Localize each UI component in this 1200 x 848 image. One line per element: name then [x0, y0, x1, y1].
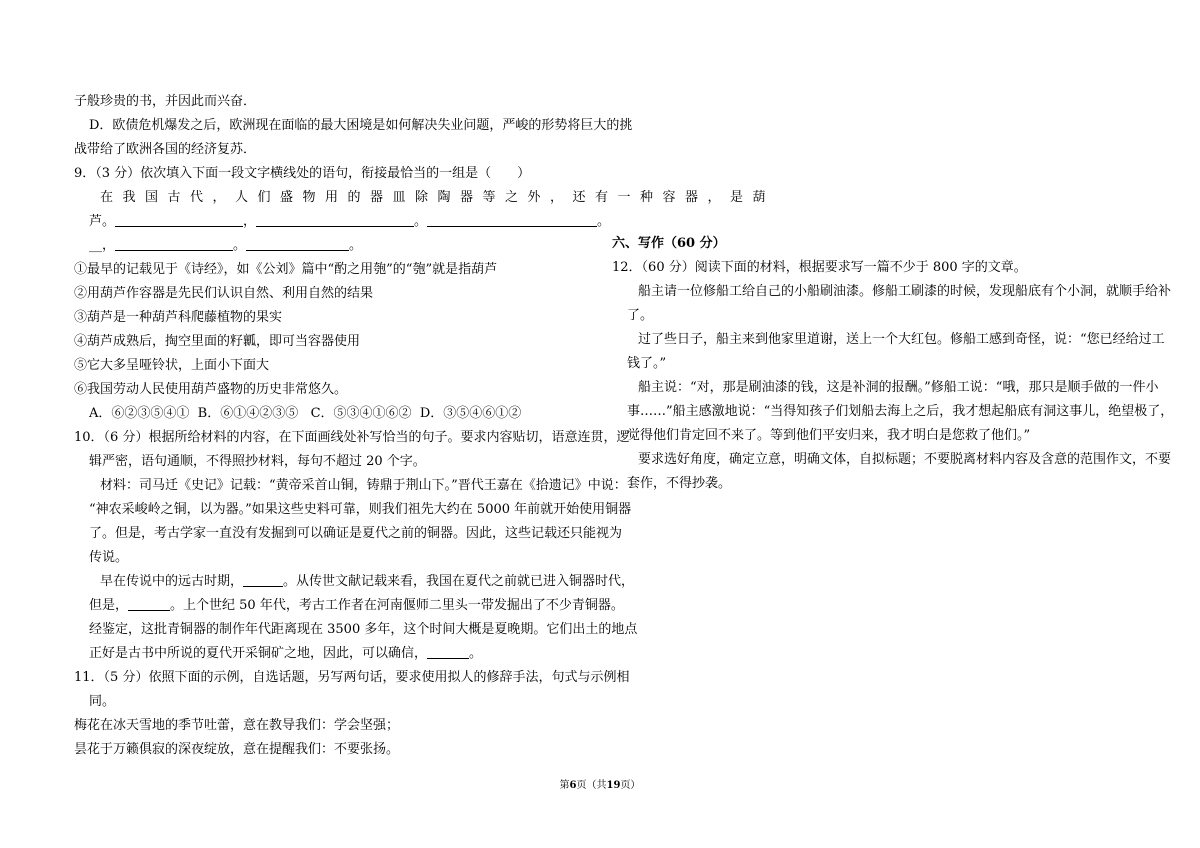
answer-blank[interactable]	[427, 644, 469, 659]
question-10-title-line1: 10．（6 分）根据所给材料的内容，在下面画线处补写恰当的句子。要求内容贴切，语意连贯，逻	[74, 430, 630, 445]
question-9-passage-line1	[74, 186, 776, 210]
example-line1: 梅花在冰天雪地的季节吐蕾，意在教导我们：学会坚强；	[74, 718, 400, 733]
text-line: 子般珍贵的书，并因此而兴奋．	[74, 94, 257, 109]
material-line: 船主说：“对，那是刷油漆的钱，这是补洞的报酬。”修船工说：“哦，那只是顺手做的一件小	[638, 380, 1159, 395]
answer-blank[interactable]	[256, 212, 414, 227]
answer-blank[interactable]	[115, 236, 233, 251]
passage-text: 在我国古代，人们盛物用的器皿除陶器等之外，还有一种容器，是葫	[100, 190, 776, 205]
option-d-line1: D．欧债危机爆发之后，欧洲现在面临的最大困境是如何解决失业问题，严峻的形势将巨大的挑	[89, 118, 633, 133]
comma: ，	[243, 214, 257, 229]
material-line: 觉得他们肯定回不来了。等到他们平安归来，我才明白是您救了他们。”	[627, 428, 1031, 443]
material-line: 事……”船主感激地说：“当得知孩子们划船去海上之后，我才想起船底有洞这事儿，绝望极了，	[627, 404, 1174, 419]
page-number: 6	[569, 780, 577, 791]
material-line: 船主请一位修船工给自己的小船刷油漆。修船工刷漆的时候，发现船底有个小洞，就顺手给补	[638, 284, 1172, 299]
answer-blank[interactable]	[128, 596, 170, 611]
answer-blank[interactable]	[115, 212, 243, 227]
period: 。	[233, 238, 247, 253]
material-line: 钱了。”	[627, 356, 667, 371]
right-column	[612, 232, 1174, 496]
option-d-line2: 战带给了欧洲各国的经济复苏．	[74, 142, 257, 157]
statement-3: ③葫芦是一种葫芦科爬藤植物的果实	[74, 310, 283, 325]
question-9-choices[interactable]: A．⑥②③⑤④① B．⑥①④②③⑤ C．⑤③④①⑥② D．③⑤④⑥①②	[89, 406, 522, 421]
question-12-title: 12．（60 分）阅读下面的材料，根据要求写一篇不少于 800 字的文章。	[612, 260, 1027, 275]
passage-text: 芦。	[89, 214, 116, 229]
passage-line2	[74, 594, 624, 618]
period: 。	[597, 214, 611, 229]
section-title: 六、写作（60 分）	[612, 236, 726, 251]
question-9-passage-line3	[74, 234, 596, 258]
statement-2: ②用葫芦作容器是先民们认识自然、利用自然的结果	[74, 286, 374, 301]
material-line3: 了。但是，考古学家一直没有发掘到可以确证是夏代之前的铜器。因此，这些记载还只能视为	[89, 526, 623, 541]
statement-6: ⑥我国劳动人民使用葫芦盛物的历史非常悠久。	[74, 382, 348, 397]
material-line1: 材料：司马迁《史记》记载：“黄帝采首山铜，铸鼎于荆山下。”晋代王嘉在《拾遗记》中说：	[100, 478, 627, 493]
period: 。	[414, 214, 428, 229]
example-line2: 昙花于万籁俱寂的深夜绽放，意在提醒我们：不要张扬。	[74, 742, 400, 757]
material-line: 过了些日子，船主来到他家里道谢，送上一个大红包。修船工感到奇怪，说：“您已经给过工	[638, 332, 1165, 347]
material-line4: 传说。	[89, 550, 129, 565]
material-line2: “神农采峻岭之铜，以为器。”如果这些史料可靠，则我们祖先大约在 5000 年前就开始使用铜器	[89, 502, 632, 517]
statement-5: ⑤它大多呈哑铃状，上面小下面大	[74, 358, 270, 373]
passage-line1	[74, 570, 635, 594]
footer-text: 页）	[620, 780, 641, 791]
passage-text: 。上个世纪 50 年代，考古工作者在河南偃师二里头一带发掘出了不少青铜器。	[170, 598, 624, 613]
material-line: 了。	[627, 308, 654, 323]
question-11-title-line2: 同。	[89, 694, 116, 709]
page-footer	[0, 776, 1200, 791]
question-11-title-line1: 11．（5 分）依照下面的示例，自选话题，另写两句话，要求使用拟人的修辞手法，句式与示例相	[74, 670, 630, 685]
requirement-line: 套作，不得抄袭。	[627, 476, 732, 491]
passage-line4	[74, 642, 596, 666]
footer-text: 第	[559, 780, 570, 791]
question-9-passage-line2	[74, 210, 611, 234]
question-10-title-line2: 辑严密，语句通顺，不得照抄材料，每句不超过 20 个字。	[89, 454, 426, 469]
period: 。	[349, 238, 363, 253]
passage-text: 正好是古书中所说的夏代开采铜矿之地，因此，可以确信，	[89, 646, 428, 661]
passage-line3: 经鉴定，这批青铜器的制作年代距离现在 3500 多年，这个时间大概是夏晚期。它们出土的地点	[89, 622, 638, 637]
statement-4: ④葫芦成熟后，掏空里面的籽瓤，即可当容器使用	[74, 334, 361, 349]
question-9-title: 9．（3 分）依次填入下面一段文字横线处的语句，衔接最恰当的一组是（ ）	[74, 166, 531, 181]
passage-text: 。从传世文献记载来看，我国在夏代之前就已进入铜器时代，	[283, 574, 635, 589]
passage-text: 早在传说中的远古时期，	[100, 574, 244, 589]
answer-blank[interactable]	[427, 212, 597, 227]
passage-text: __，	[89, 238, 116, 253]
passage-text: 但是，	[89, 598, 129, 613]
answer-blank[interactable]	[243, 572, 283, 587]
total-pages: 19	[606, 780, 621, 791]
answer-blank[interactable]	[246, 236, 349, 251]
statement-1: ①最早的记载见于《诗经》，如《公刘》篇中“酌之用匏”的“匏”就是指葫芦	[74, 262, 498, 277]
requirement-line: 要求选好角度，确定立意，明确文体，自拟标题；不要脱离材料内容及含意的范围作文，不要	[638, 452, 1172, 467]
footer-text: 页（共	[576, 780, 607, 791]
passage-text: 。	[469, 646, 483, 661]
